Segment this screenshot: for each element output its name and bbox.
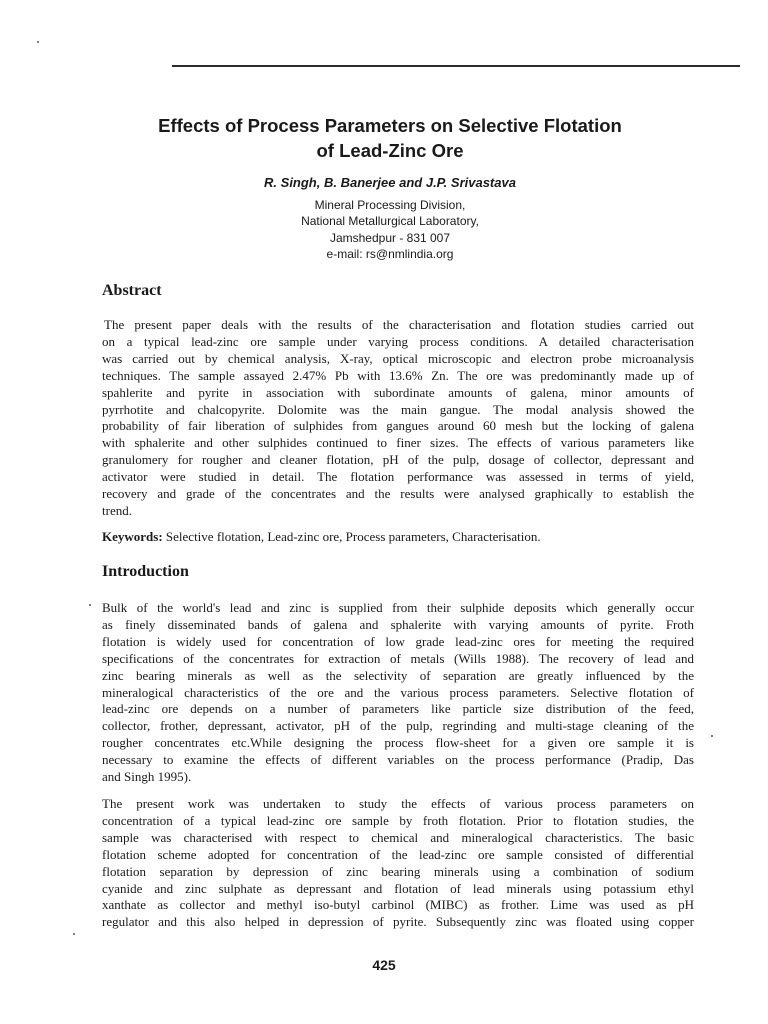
- text-line: The present paper deals with the results of the characterisation and flotation studies carried out: [104, 317, 694, 332]
- text-line: as finely disseminated bands of galena and sphalerite with varying amounts of pyrite. Froth: [102, 616, 694, 632]
- text-line: flotation separation by depression of zinc bearing minerals using a combination of sodium: [102, 863, 694, 879]
- text-line: collector, frother, depressant, activator, pH of the pulp, regrinding and multi-stage cleaning of the: [102, 718, 694, 734]
- introduction-heading: Introduction: [102, 563, 189, 580]
- keywords: [102, 528, 541, 545]
- scan-speck: [73, 933, 75, 935]
- text-line: recovery and grade of the concentrates and the results were analysed graphically to establish the: [102, 486, 694, 502]
- text-line: flotation is widely used for concentration of low grade lead-zinc ores for meeting the required: [102, 633, 694, 649]
- text-line: pyrrhotite and chalcopyrite. Dolomite was the main gangue. The modal analysis showed the: [102, 401, 694, 417]
- text-line: concentration of a typical lead-zinc ore sample by froth flotation. Prior to flotation studies, the: [102, 812, 694, 828]
- text-line: and Singh 1995).: [102, 769, 192, 785]
- affiliation-email: e-mail: rs@nmlindia.org: [326, 246, 454, 261]
- affiliation-line: Jamshedpur - 831 007: [329, 230, 451, 245]
- title-line: of Lead-Zinc Ore: [316, 140, 464, 161]
- text-line: specifications of the concentrates for extraction of metals (Wills 1988). The recovery of lead and: [102, 650, 694, 666]
- scan-speck: [711, 735, 713, 737]
- paper-title: [60, 113, 720, 163]
- header-rule: [172, 65, 740, 67]
- text-line: spahlerite and pyrite in association with subordinate amounts of galena, minor amounts of: [102, 384, 694, 400]
- page-number: 425: [372, 957, 396, 973]
- text-line: Bulk of the world's lead and zinc is supplied from their sulphide deposits which generally occur: [102, 600, 694, 615]
- scan-speck: [37, 41, 39, 43]
- abstract-body: [102, 317, 694, 520]
- text-line: granulomery for rougher and cleaner flotation, pH of the pulp, dosage of collector, depressant and: [102, 452, 694, 468]
- text-line: cyanide and zinc sulphate as depressant and flotation of lead minerals using potassium ethyl: [102, 880, 694, 896]
- text-line: lead-zinc ore depends on a number of parameters like particle size distribution of the feed,: [102, 701, 694, 717]
- text-line: sample was characterised with respect to chemical and mineralogical characteristics. The basic: [102, 829, 694, 845]
- text-line: flotation scheme adopted for concentration of the lead-zinc ore sample consisted of differential: [102, 846, 694, 862]
- affiliation-line: Mineral Processing Division,: [314, 198, 466, 212]
- introduction-paragraph-1: [102, 600, 694, 786]
- text-line: rougher concentrates etc.While designing the process flow-sheet for a given ore sample it is: [102, 735, 694, 751]
- affiliation-line: National Metallurgical Laboratory,: [301, 214, 479, 229]
- introduction-paragraph-2: [102, 796, 694, 931]
- keywords-label: Keywords:: [102, 529, 163, 544]
- keywords-text: Selective flotation, Lead-zinc ore, Process parameters, Characterisation.: [162, 529, 541, 544]
- title-line: Effects of Process Parameters on Selective Flotation: [158, 115, 622, 136]
- text-line: necessary to examine the effects of different variables on the process performance (Pradip, Das: [102, 752, 694, 768]
- text-line: on a typical lead-zinc ore sample under varying process conditions. A detailed characterisation: [102, 333, 694, 349]
- text-line: techniques. The sample assayed 2.47% Pb with 13.6% Zn. The ore was predominantly made up of: [102, 367, 694, 383]
- scan-speck: [89, 604, 91, 606]
- text-line: with sphalerite and other sulphides continued to finer sizes. The effects of various parameters like: [102, 435, 694, 451]
- author-list: R. Singh, B. Banerjee and J.P. Srivastava: [264, 175, 516, 190]
- text-line: probability of fair liberation of sulphides from gangues around 60 mesh but the locking of galena: [102, 418, 694, 434]
- text-line: was carried out by chemical analysis, X-ray, optical microscopic and electron probe microanalysis: [102, 350, 694, 366]
- text-line: trend.: [102, 502, 132, 518]
- text-line: The present work was undertaken to study the effects of various process parameters on: [102, 796, 694, 811]
- text-line: xanthate as collector and methyl iso-butyl carbinol (MIBC) as frother. Lime was used as pH: [102, 897, 694, 913]
- text-line: activator were studied in detail. The flotation performance was assessed in terms of yield,: [102, 469, 694, 485]
- text-line: zinc bearing minerals as well as the selectivity of separation are greatly influenced by the: [102, 667, 694, 683]
- abstract-heading: Abstract: [102, 282, 162, 299]
- text-line: regulator and this also helped in depression of pyrite. Subsequently zinc was floated using copper: [102, 914, 694, 930]
- affiliation: [60, 197, 720, 262]
- text-line: mineralogical characteristics of the ore and the various process parameters. Selective flotation of: [102, 684, 694, 700]
